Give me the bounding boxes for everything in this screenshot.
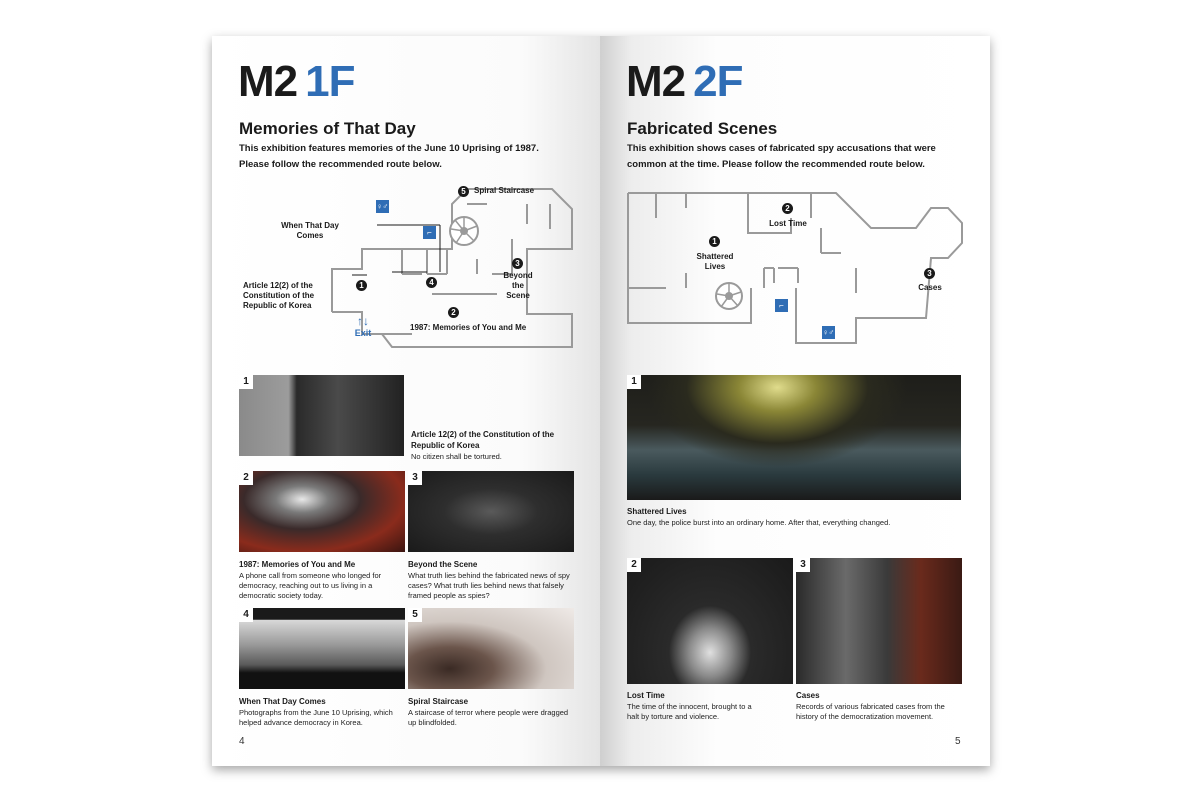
map-label-line: When That Day [281,221,339,230]
exhibit-desc-line: Please follow the recommended route below. [239,159,442,170]
floor-level: 1F [305,57,355,106]
exhibit-title: Fabricated Scenes [627,119,778,138]
stairs-icon: ⌐ [775,299,788,312]
caption-desc-line: The time of the innocent, brought to a [627,702,752,711]
caption-desc-line: Photographs from the June 10 Uprising, which [239,708,393,717]
exhibit-description [627,141,947,173]
photo-index: 1 [239,375,253,389]
photo-index: 2 [627,558,641,572]
floor-code: M2 [626,57,686,106]
page-number: 4 [239,736,245,747]
route-marker-3: 3 [512,258,523,269]
map-label-line: Beyond [503,271,533,280]
route-marker-2: 2 [448,307,459,318]
caption-desc-line: cases? What truth lies behind news that falsely [408,581,564,590]
map-label-cases: Cases [918,283,942,292]
route-marker-4: 4 [426,277,437,288]
floor-heading-1f [238,58,354,106]
map-label-line: Comes [296,231,324,240]
route-marker-3: 3 [924,268,935,279]
caption-desc-spiral [408,708,578,728]
photo-article-12 [239,375,404,456]
booklet-spread [212,36,990,766]
caption-desc-line: democracy, reaching out to us living in a [239,581,373,590]
caption-title-when-that-day: When That Day Comes [239,697,326,706]
route-marker-2: 2 [782,203,793,214]
route-marker-5: 5 [458,186,469,197]
exhibit-description [239,141,539,173]
page-left [212,36,600,766]
exhibit-desc-line: common at the time. Please follow the recommended route below. [627,159,925,170]
caption-desc-line: democratic society today. [239,591,324,600]
caption-desc-line: up blindfolded. [408,718,457,727]
photo-spiral-staircase [408,608,574,689]
caption-title-1987: 1987: Memories of You and Me [239,560,356,569]
map-label-spiral-staircase: Spiral Staircase [474,186,535,195]
map-label-line: Republic of Korea [243,301,312,310]
map-label-shattered-lives [686,252,744,272]
map-label-article-12 [243,281,338,311]
map-label-line: Shattered [696,252,734,261]
photo-when-that-day-comes [239,608,405,689]
spiral-staircase-icon [716,283,742,309]
caption-desc-lost-time [627,702,792,722]
exit-label: Exit [354,328,372,338]
exhibit-title: Memories of That Day [239,119,416,138]
photo-beyond-the-scene [408,471,574,552]
caption-desc-line: What truth lies behind the fabricated news of spy [408,571,570,580]
caption-desc-shattered: One day, the police burst into an ordinary home. After that, everything changed. [627,518,891,527]
route-marker-1: 1 [356,280,367,291]
caption-title-shattered: Shattered Lives [627,507,687,516]
photo-index: 4 [239,608,253,622]
caption-title-article-12 [411,429,591,451]
caption-title-beyond: Beyond the Scene [408,560,478,569]
caption-desc-line: framed people as spies? [408,591,490,600]
caption-title-spiral: Spiral Staircase [408,697,469,706]
floor-code: M2 [238,57,298,106]
map-label-when-that-day-comes [274,221,346,241]
floor-heading-2f [626,58,742,106]
floor-level: 2F [693,57,743,106]
photo-index: 2 [239,471,253,485]
map-label-line: Scene [506,291,530,300]
photo-shattered-lives [627,375,961,500]
map-label-line: Lives [704,262,726,271]
photo-index: 3 [408,471,422,485]
photo-cases [796,558,962,684]
exhibit-desc-line: This exhibition shows cases of fabricated spy accusations that were [627,143,936,154]
map-label-line: the [512,281,524,290]
photo-lost-time [627,558,793,684]
map-label-lost-time: Lost Time [769,219,807,228]
caption-desc-cases [796,702,966,722]
caption-desc-when-that-day [239,708,409,728]
caption-title-line: Republic of Korea [411,441,480,450]
map-label-1987-memories: 1987: Memories of You and Me [410,323,527,332]
floor-plan-2f [626,188,966,353]
caption-desc-line: Records of various fabricated cases from the [796,702,945,711]
stairs-icon: ⌐ [423,226,436,239]
exit-marker [350,314,376,338]
caption-desc-beyond [408,571,578,601]
caption-desc-article-12: No citizen shall be tortured. [411,452,502,461]
up-down-arrows-icon: ↑↓ [357,314,369,328]
page-right [600,36,990,766]
caption-title-lost-time: Lost Time [627,691,665,700]
photo-index: 1 [627,375,641,389]
spiral-staircase-icon [450,217,478,245]
map-label-line: Constitution of the [243,291,315,300]
restroom-icon: ♀♂ [376,202,389,211]
caption-desc-1987 [239,571,404,601]
caption-desc-line: A phone call from someone who longed for [239,571,382,580]
caption-desc-line: helped advance democracy in Korea. [239,718,363,727]
photo-index: 5 [408,608,422,622]
photo-index: 3 [796,558,810,572]
page-number: 5 [955,736,961,747]
exhibit-desc-line: This exhibition features memories of the June 10 Uprising of 1987. [239,143,539,154]
caption-desc-line: history of the democratization movement. [796,712,934,721]
map-label-line: Article 12(2) of the [243,281,313,290]
route-marker-1: 1 [709,236,720,247]
photo-1987-memories [239,471,405,552]
caption-title-cases: Cases [796,691,820,700]
caption-desc-line: halt by torture and violence. [627,712,720,721]
caption-desc-line: A staircase of terror where people were dragged [408,708,569,717]
map-label-beyond-the-scene [498,271,538,301]
caption-title-line: Article 12(2) of the Constitution of the [411,430,555,439]
restroom-icon: ♀♂ [822,328,835,337]
